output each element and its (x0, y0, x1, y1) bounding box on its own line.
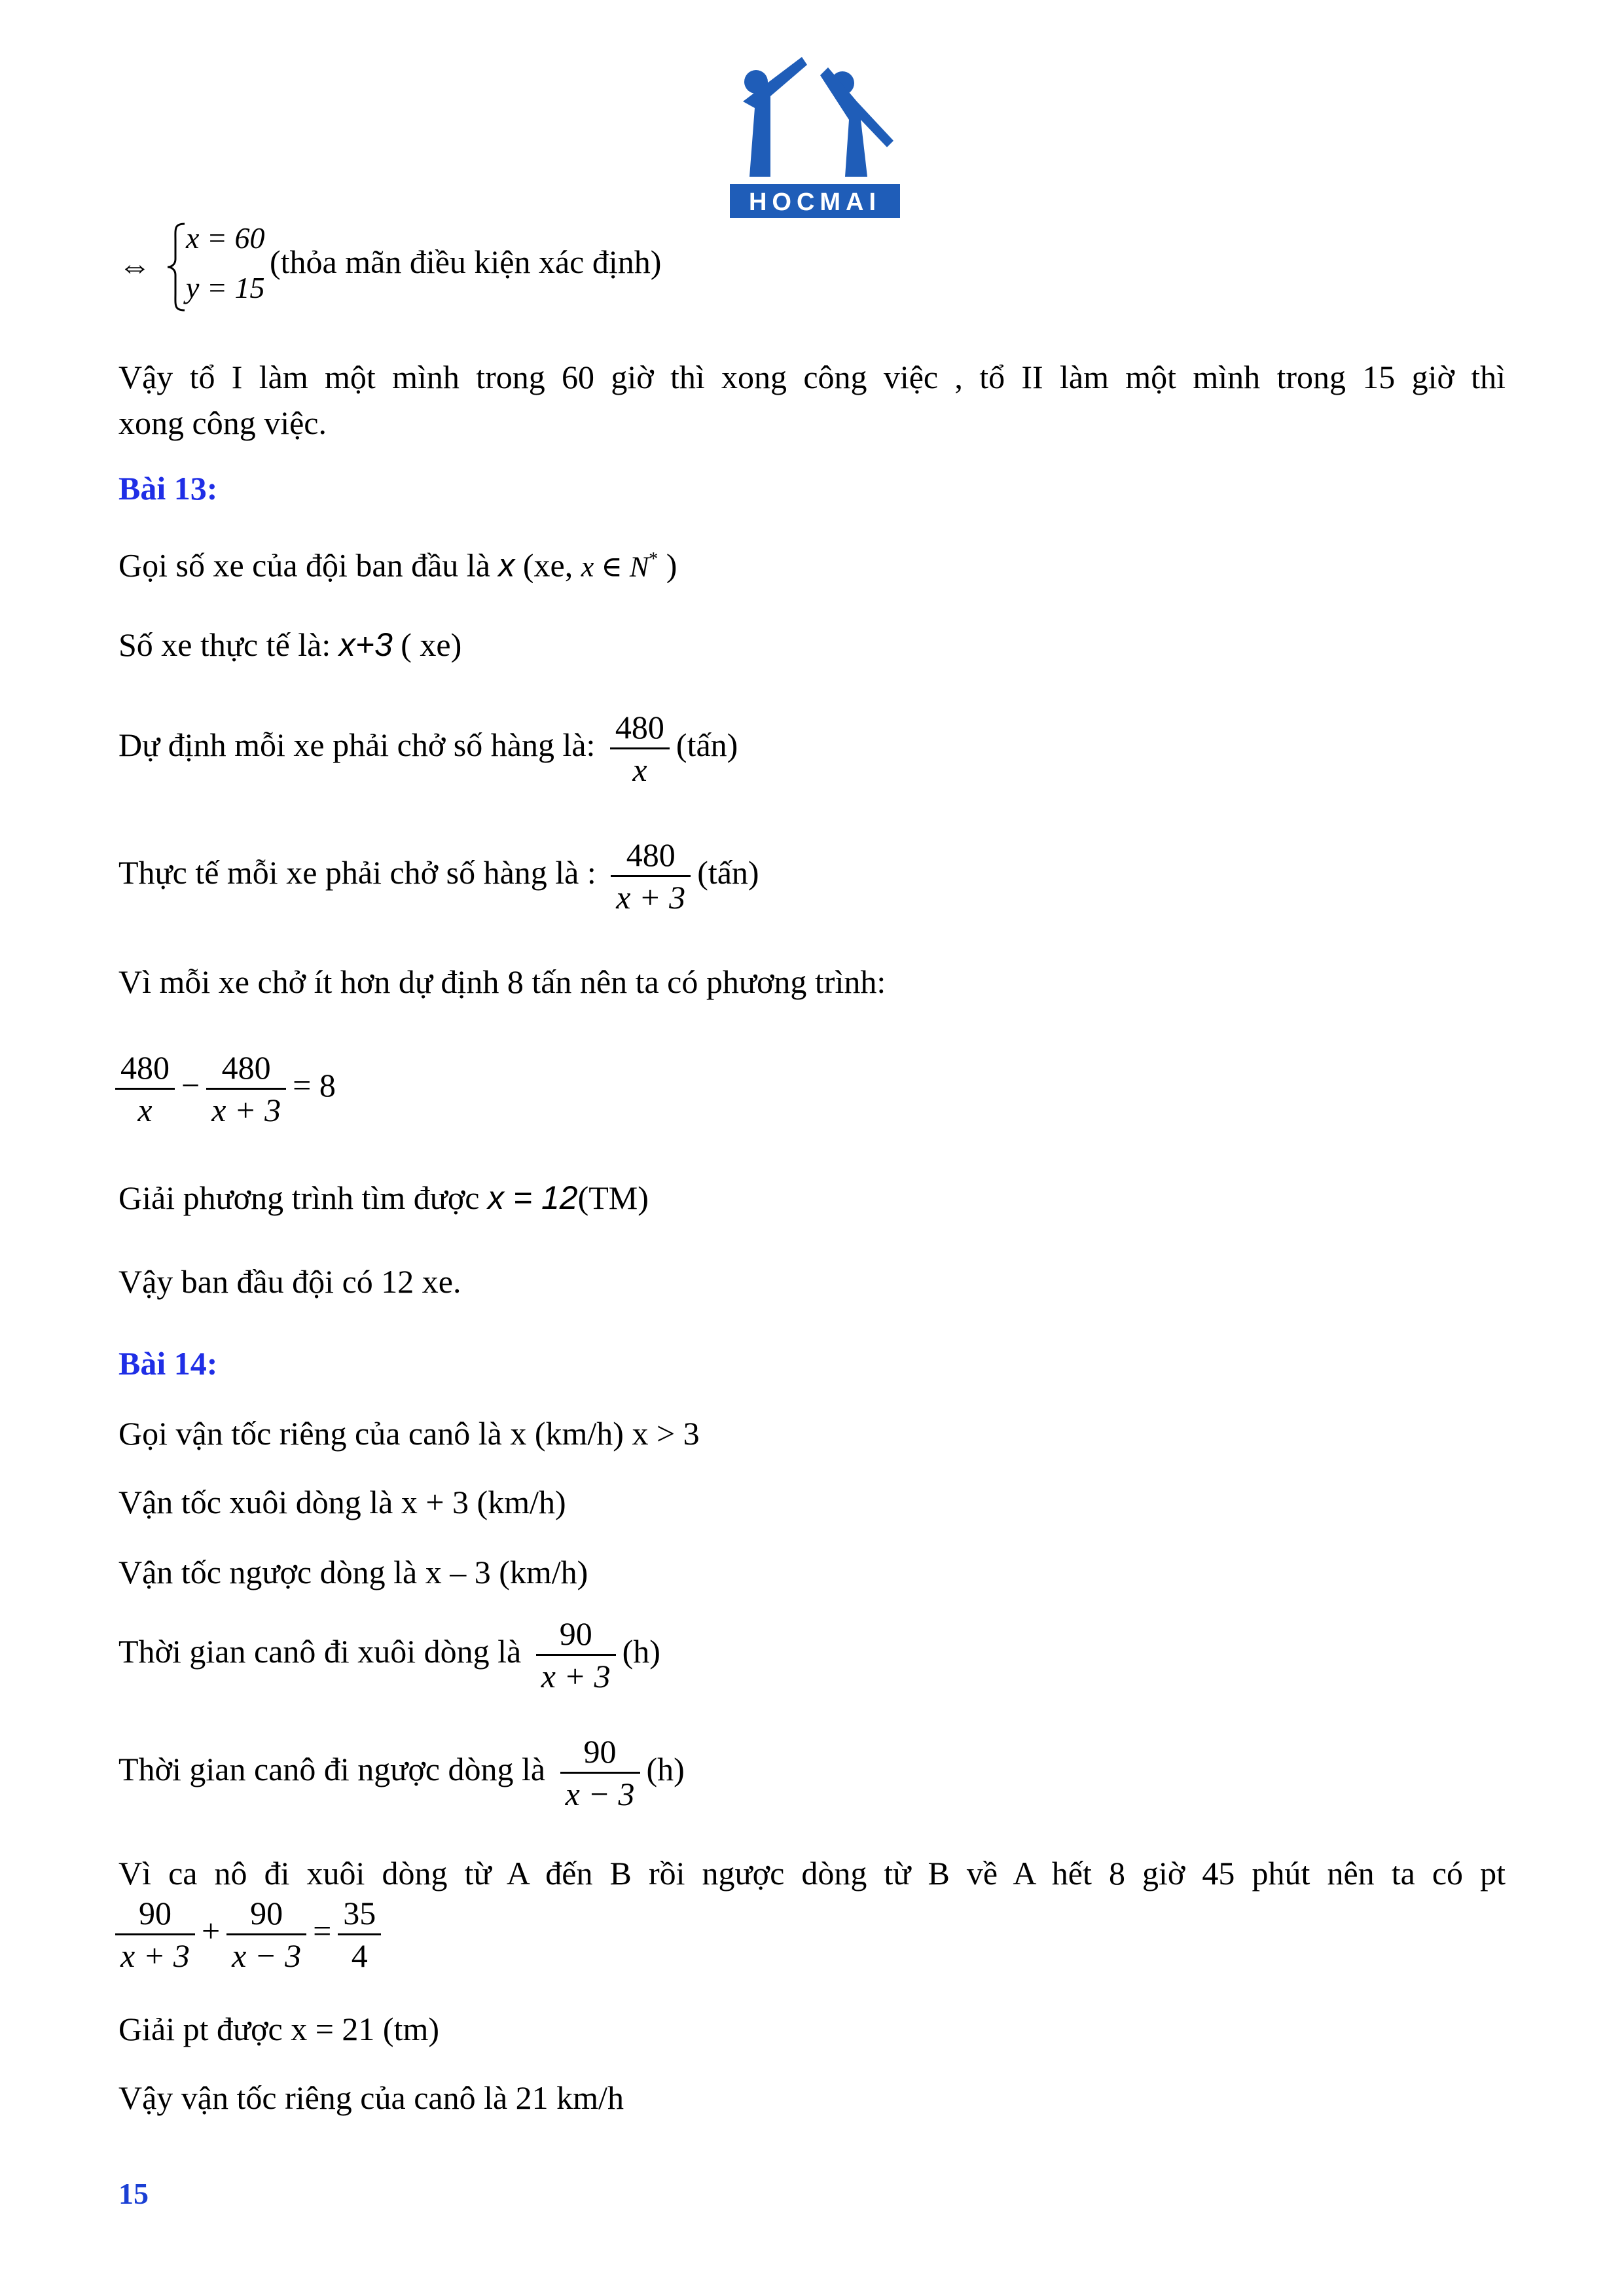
bai14-l5-fraction (560, 1731, 640, 1814)
bai13-line-1 (118, 540, 677, 587)
equivalence-arrow: ⇔ (118, 247, 151, 284)
bai14-line-6: Vì ca nô đi xuôi dòng từ A đến B rồi ngược dòng từ B về A hết 8 giờ 45 phút nên ta có pt (118, 1855, 1506, 1892)
bai13-line-2 (118, 625, 461, 664)
system-note: (thỏa mãn điều kiện xác định) (270, 243, 662, 280)
eq-plus: + (201, 1912, 221, 1949)
bai14-line-7: Giải pt được x = 21 (tm) (118, 2011, 439, 2047)
bai14-l4-fraction (536, 1613, 616, 1696)
bai13-l4-unit: (tấn) (697, 853, 759, 891)
system-eq2: y = 15 (186, 271, 265, 304)
page-number: 15 (118, 2177, 149, 2210)
fraction-denominator: x + 3 (120, 1937, 190, 1974)
conclusion-line-2: xong công việc. (118, 404, 327, 441)
fraction-denominator: x (137, 1092, 153, 1128)
bai14-line-5 (118, 1731, 685, 1814)
bai13-line-3 (118, 707, 738, 790)
eq-fraction-1 (115, 1893, 195, 1976)
bai13-l7-text: Giải phương trình tìm được (118, 1179, 488, 1216)
section-title-bai14: Bài 14: (118, 1345, 218, 1382)
bai14-line-8: Vậy vận tốc riêng của canô là 21 km/h (118, 2079, 624, 2116)
eq-rhs: = 8 (293, 1066, 336, 1103)
bai13-l2-unit: ( xe) (392, 626, 462, 663)
bai14-equation (115, 1893, 388, 1976)
fraction-numerator: 480 (206, 1047, 286, 1090)
bai13-l1-text: Gọi số xe của đội ban đầu là (118, 547, 499, 584)
eq-equals: = (313, 1912, 332, 1949)
conclusion-line-1: Vậy tổ I làm một mình trong 60 giờ thì xong công việc , tổ II làm một mình trong 15 giờ thì (118, 359, 1506, 395)
bai14-line-4 (118, 1613, 660, 1696)
fraction-numerator: 35 (338, 1893, 381, 1935)
bai13-equation (115, 1047, 336, 1130)
bai13-l2-text: Số xe thực tế là: (118, 626, 339, 663)
eq-fraction-1 (115, 1047, 175, 1130)
bai13-line-7 (118, 1178, 649, 1217)
bai13-line-5: Vì mỗi xe chở ít hơn dự định 8 tấn nên ta có phương trình: (118, 963, 886, 1000)
fraction-numerator: 90 (226, 1893, 306, 1935)
bai13-l4-fraction (611, 834, 691, 918)
eq-fraction-2 (226, 1893, 306, 1976)
fraction-denominator: 4 (351, 1937, 368, 1974)
eq-fraction-3 (338, 1893, 381, 1976)
bai13-line-8: Vậy ban đầu đội có 12 xe. (118, 1263, 461, 1300)
bai13-l4-text: Thực tế mỗi xe phải chở số hàng là : (118, 853, 605, 891)
section-title-bai13: Bài 13: (118, 470, 218, 507)
fraction-denominator: x − 3 (232, 1937, 302, 1974)
bai13-l7-expr: x = 12 (487, 1179, 578, 1216)
bai14-line-2: Vận tốc xuôi dòng là x + 3 (km/h) (118, 1484, 566, 1520)
fraction-denominator: x − 3 (565, 1776, 635, 1812)
fraction-numerator: 90 (560, 1731, 640, 1774)
bai13-l3-fraction (610, 707, 670, 790)
bai13-l2-expr: x+3 (338, 626, 393, 663)
eq-minus: − (181, 1066, 200, 1103)
fraction-denominator: x + 3 (211, 1092, 281, 1128)
bai14-l5-text: Thời gian canô đi ngược dòng là (118, 1750, 554, 1787)
bai13-l1-paren: (xe, (514, 547, 581, 584)
bai14-line-1: Gọi vận tốc riêng của canô là x (km/h) x > 3 (118, 1415, 700, 1452)
fraction-numerator: 480 (610, 707, 670, 749)
fraction-numerator: 90 (115, 1893, 195, 1935)
bai13-l1-cond: x ∈ N (581, 550, 649, 583)
eq-fraction-2 (206, 1047, 286, 1130)
fraction-denominator: x (632, 751, 647, 788)
hocmai-logo (730, 56, 900, 218)
bai14-line-3: Vận tốc ngược dòng là x – 3 (km/h) (118, 1554, 588, 1590)
bai14-l4-unit: (h) (622, 1632, 660, 1670)
fraction-denominator: x + 3 (541, 1658, 611, 1695)
fraction-numerator: 480 (611, 834, 691, 877)
logo-text: HOCMAI (748, 188, 882, 216)
bai13-l3-unit: (tấn) (676, 726, 738, 763)
bai13-l3-text: Dự định mỗi xe phải chở số hàng là: (118, 726, 604, 763)
fraction-denominator: x + 3 (616, 879, 686, 916)
bai13-l7-tm: (TM) (577, 1179, 649, 1216)
bai14-l5-unit: (h) (646, 1750, 685, 1787)
bai14-l4-text: Thời gian canô đi xuôi dòng là (118, 1632, 530, 1670)
bai13-line-4 (118, 834, 759, 918)
bai13-l1-close: ) (658, 547, 677, 584)
fraction-numerator: 480 (115, 1047, 175, 1090)
bai13-l1-sup: * (649, 549, 659, 569)
system-eq1: x = 60 (186, 221, 265, 255)
fraction-numerator: 90 (536, 1613, 616, 1656)
left-brace (165, 221, 187, 313)
bai13-l1-var: x (498, 547, 515, 584)
